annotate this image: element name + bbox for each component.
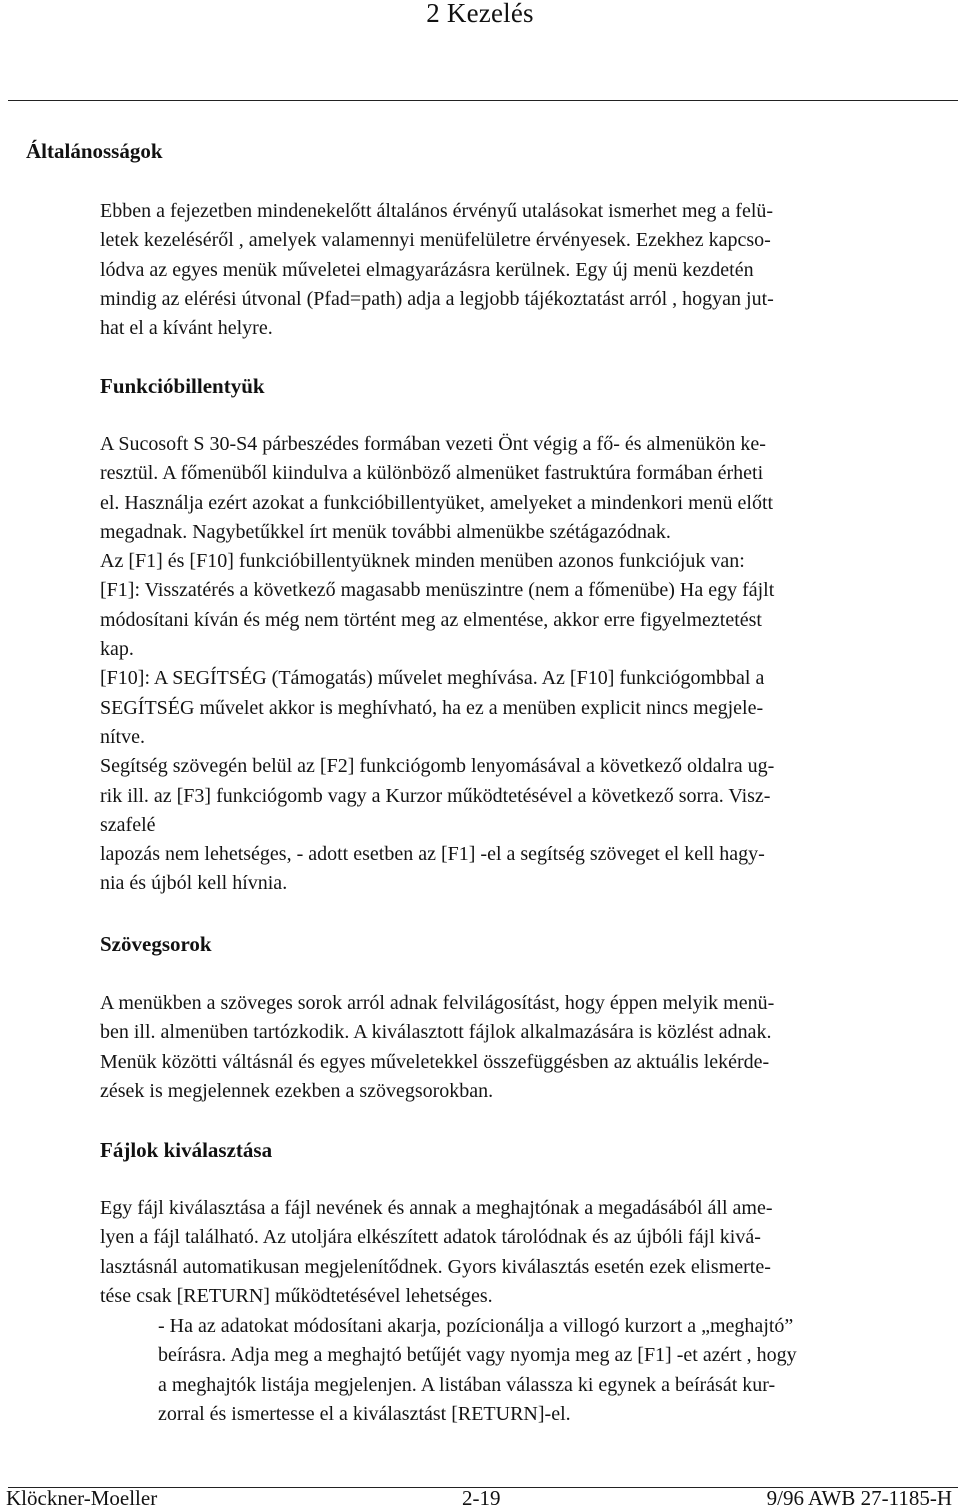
text-line: nia és újból kell hívnia. — [100, 872, 288, 895]
text-line: lapozás nem lehetséges, - adott esetben az [F1] -el a segítség szöveget el kell hagy- — [100, 843, 765, 866]
section-title-file-selection: Fájlok kiválasztása — [100, 1138, 273, 1162]
section-title-text-rows: Szövegsorok — [100, 932, 212, 956]
text-line: lódva az egyes menük műveletei elmagyarázásra kerülnek. Egy új menü kezdetén — [100, 258, 754, 281]
footer-left: Klöckner-Moeller — [6, 1486, 158, 1510]
text-line: zések is megjelennek ezekben a szövegsorokban. — [100, 1079, 494, 1102]
text-line: [F10]: A SEGÍTSÉG (Támogatás) művelet meghívása. Az [F10] funkciógombbal a — [100, 667, 765, 690]
text-line: [F1]: Visszatérés a következő magasabb menüszintre (nem a főmenübe) Ha egy fájlt — [100, 579, 775, 602]
paragraph-text-rows — [100, 989, 774, 1106]
text-line: nítve. — [100, 725, 145, 748]
indented-text-line: - Ha az adatokat módosítani akarja, pozícionálja a villogó kurzort a „meghajtó” — [158, 1315, 794, 1337]
text-line: tése csak [RETURN] működtetésével lehetséges. — [100, 1284, 493, 1307]
text-line: lyen a fájl található. Az utoljára elkészített adatok tárolódnak és az újbóli fájl kivá- — [100, 1226, 761, 1249]
text-line: Ebben a fejezetben mindenekelőtt általános érvényű utalásokat ismerhet meg a felü- — [100, 200, 774, 222]
paragraph-file-selection — [100, 1194, 772, 1311]
text-line: hat el a kívánt helyre. — [100, 317, 273, 340]
paragraph-function-keys — [100, 430, 774, 899]
text-line: A menükben a szöveges sorok arról adnak felvilágosítást, hogy éppen melyik menü- — [100, 992, 775, 1014]
indented-text-line: zorral és ismertesse el a kiválasztást [RETURN]-el. — [158, 1402, 571, 1425]
text-line: Segítség szövegén belül az [F2] funkciógomb lenyomásával a következő oldalra ug- — [100, 755, 775, 778]
indented-text-line: a meghajtók listája megjelenjen. A listában válassza ki egynek a beírását kur- — [158, 1373, 776, 1396]
text-line: kap. — [100, 638, 134, 661]
text-line: el. Használja ezért azokat a funkcióbillentyüket, amelyeket a mindenkori menü előtt — [100, 491, 774, 514]
text-line: Az [F1] és [F10] funkcióbillentyüknek minden menüben azonos funkciójuk van: — [100, 550, 745, 573]
text-line: Egy fájl kiválasztása a fájl nevének és annak a meghajtónak a megadásából áll ame- — [100, 1197, 773, 1219]
page-header-title: 2 Kezelés — [426, 0, 534, 28]
text-line: ben ill. almenüben tartózkodik. A kiválasztott fájlok alkalmazására is közlést adnak. — [100, 1021, 772, 1044]
header-rule — [8, 100, 958, 101]
text-line: letek kezeléséről , amelyek valamennyi menüfelületre érvényesek. Ezekhez kapcso- — [100, 229, 771, 252]
text-line: lasztásnál automatikusan megjelenítődnek. Gyors kiválasztás esetén ezek elismerte- — [100, 1255, 771, 1278]
text-line: mindig az elérési útvonal (Pfad=path) adja a legjobb tájékoztatást arról , hogyan jut- — [100, 287, 774, 310]
text-line: rik ill. az [F3] funkciógomb vagy a Kurzor működtetésével a következő sorra. Visz- — [100, 784, 771, 807]
text-line: Menük közötti váltásnál és egyes műveletekkel összefüggésben az aktuális lekérde- — [100, 1050, 770, 1073]
section-title-function-keys: Funkcióbillentyük — [100, 374, 265, 398]
section-title-general: Általánosságok — [26, 139, 163, 163]
text-line: megadnak. Nagybetűkkel írt menük további almenükbe szétágazódnak. — [100, 520, 671, 543]
text-line: A Sucosoft S 30-S4 párbeszédes formában vezeti Önt végig a fő- és almenükön ke- — [100, 433, 766, 455]
footer-page-number: 2-19 — [462, 1486, 501, 1510]
text-line: módosítani kíván és még nem történt meg az elmentése, akkor erre figyelmeztetést — [100, 608, 762, 631]
text-line: resztül. A főmenüből kiindulva a különböző almenüket fastruktúra formában érheti — [100, 462, 764, 485]
paragraph-general — [100, 197, 774, 343]
indented-paragraph-file-selection — [158, 1312, 797, 1429]
text-line: SEGÍTSÉG művelet akkor is meghívható, ha ez a menüben explicit nincs megjele- — [100, 696, 764, 719]
indented-text-line: beírásra. Adja meg a meghajtó betűjét vagy nyomja meg az [F1] -et azért , hogy — [158, 1344, 797, 1367]
text-line: szafelé — [100, 813, 156, 836]
footer-right: 9/96 AWB 27-1185-H — [766, 1486, 952, 1510]
